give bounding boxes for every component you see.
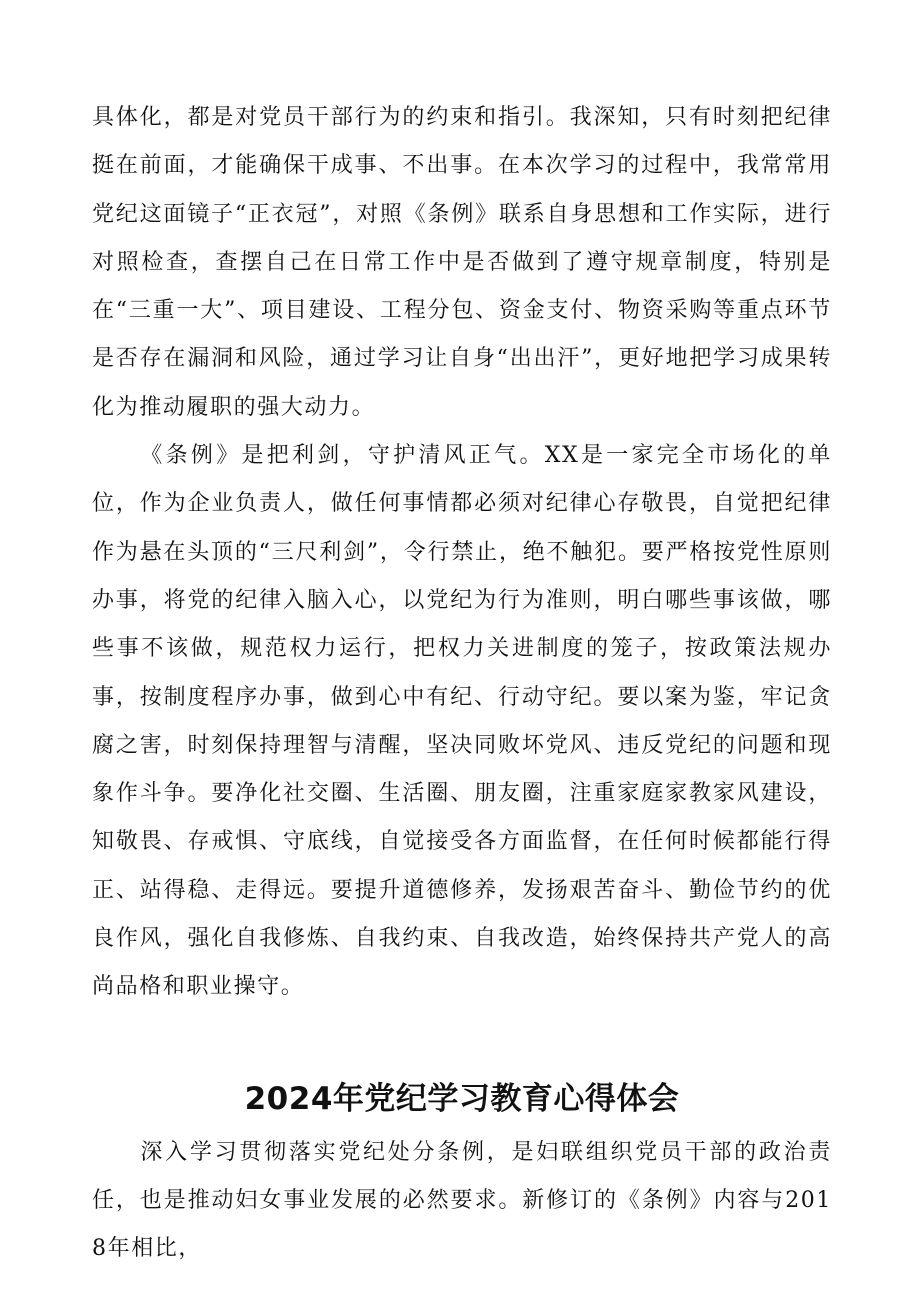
- document-body: [92, 94, 832, 1274]
- paragraph-regulation-sword: 《条例》是把利剑，守护清风正气。XX是一家完全市场化的单位，作为企业负责人，做任何事情都必须对纪律心存敬畏，自觉把纪律作为悬在头顶的“三尺利剑”，令行禁止，绝不触犯。要严格按党性原则办事，将党的纪律入脑入心，以党纪为行为准则，明白哪些事该做，哪些事不该做，规范权力运行，把权力关进制度的笼子，按政策法规办事，按制度程序办事，做到心中有纪、行动守纪。要以案为鉴，牢记贪腐之害，时刻保持理智与清醒，坚决同败坏党风、违反党纪的问题和现象作斗争。要净化社交圈、生活圈、朋友圈，注重家庭家教家风建设，知敬畏、存戒惧、守底线，自觉接受各方面监督，在任何时候都能行得正、站得稳、走得远。要提升道德修养，发扬艰苦奋斗、勤俭节约的优良作风，强化自我修炼、自我约束、自我改造，始终保持共产党人的高尚品格和职业操守。: [92, 443, 832, 1000]
- paragraph-continued: 具体化，都是对党员干部行为的约束和指引。我深知，只有时刻把纪律挺在前面，才能确保干成事、不出事。在本次学习的过程中，我常常用党纪这面镜子“正衣冠”，对照《条例》联系自身思想和工作实际，进行对照检查，查摆自己在日常工作中是否做到了遵守规章制度，特别是在“三重一大”、项目建设、工程分包、资金支付、物资采购等重点环节是否存在漏洞和风险，通过学习让自身“出出汗”，更好地把学习成果转化为推动履职的强大动力。: [92, 105, 832, 420]
- section-title: 2024年党纪学习教育心得体会: [244, 1080, 680, 1117]
- paragraph-intro: 深入学习贯彻落实党纪处分条例，是妇联组织党员干部的政治责任，也是推动妇女事业发展的必然要求。新修订的《条例》内容与2018年相比，: [92, 1139, 832, 1262]
